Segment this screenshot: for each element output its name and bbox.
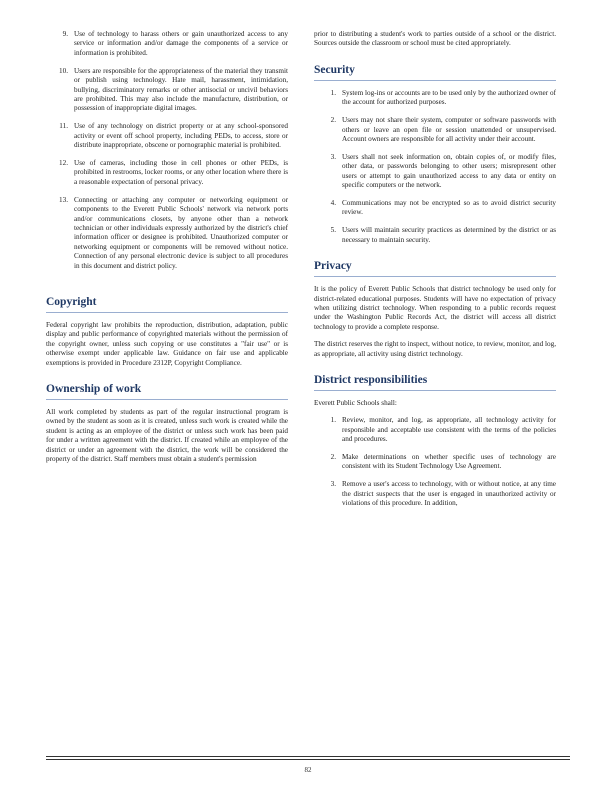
list-item <box>46 30 288 58</box>
list-item-number: 2. <box>330 116 336 125</box>
list-item-number: 3. <box>330 152 336 161</box>
security-list <box>314 89 556 245</box>
list-item-number: 12. <box>59 158 68 167</box>
left-column <box>46 30 288 472</box>
ownership-continuation: prior to distributing a student's work to parties outside of a school or the district. Sources outside the classroom or school must be cited appropriately. <box>314 30 556 48</box>
list-item-text: Use of any technology on district property or at any school-sponsored activity or event off school property, including PEDs, to access, store or distribute inappropriate, obscene or pornographic material is prohibited. <box>74 122 288 150</box>
list-item-text: Use of cameras, including those in cell phones or other PEDs, is prohibited in restrooms, locker rooms, or any other location where there is a reasonable expectation of personal privacy. <box>74 158 288 186</box>
list-item-text: Remove a user's access to technology, with or without notice, at any time the district suspects that the user is engaged in unauthorized activity or violations of this procedure. In addition, <box>342 480 556 508</box>
ownership-paragraph: All work completed by students as part of the regular instructional program is owned by the student as soon as it is created, unless such work is created while the student is acting as an employee of the district or unless such work has been paid for under a written agreement with the district. If created while an employee of the district or under an agreement with the district, the work will be considered the property of the district. Staff members must obtain a student's permission <box>46 407 288 463</box>
list-item-text: Users are responsible for the appropriateness of the material they transmit or publish using technology. Hate mail, harassment, intimidation, bullying, discriminatory remarks or other antisocial or uncivil behaviors are prohibited. This may also include the manufacture, distribution, or possession of inappropriate digital images. <box>74 66 288 113</box>
privacy-paragraph-1: It is the policy of Everett Public Schools that district technology be used only for district-related educational purposes. Students will have no expectation of privacy when utilizing district technology. When responding to a public records request under the Washington Public Records Act, the district will access all district technology to provide a complete response. <box>314 285 556 331</box>
list-item-text: Use of technology to harass others or gain unauthorized access to any service or information and/or damage the components of a service or information is prohibited. <box>74 30 288 57</box>
security-item <box>314 153 556 191</box>
list-item-number: 1. <box>330 88 336 97</box>
footer-rule-top <box>46 756 570 757</box>
privacy-paragraph-2: The district reserves the right to inspect, without notice, to review, monitor, and log, as appropriate, all activity using district technology. <box>314 340 556 358</box>
district-intro: Everett Public Schools shall: <box>314 398 397 407</box>
list-item-text: Users may not share their system, computer or software passwords with others or leave an open file or session unattended or unsupervised. Account owners are responsible for all activity under their account. <box>342 116 556 143</box>
list-item-number: 4. <box>330 198 336 207</box>
district-item <box>314 416 556 444</box>
list-item-number: 11. <box>59 122 68 131</box>
list-item-text: Communications may not be encrypted so as to avoid district security review. <box>342 198 556 217</box>
list-item <box>46 67 288 114</box>
page-number: 82 <box>304 766 312 774</box>
list-item-number: 5. <box>330 226 336 235</box>
acceptable-use-list <box>46 30 288 271</box>
list-item-text: Connecting or attaching any computer or networking equipment or components to the Everett Public Schools' network via network ports and/or communications closets, by anyone other than a network technician or other individuals expressly authorized by the district's chief information officer or designee is prohibited. Unauthorized computer or networking equipment or components will be removed without notice. Connection of any personal electronic device is subject to all procedures in this document and district policy. <box>74 195 288 270</box>
list-item-number: 9. <box>62 30 68 38</box>
list-item-text: Review, monitor, and log, as appropriate, all technology activity for responsible and acceptable use consistent with the terms of the policies and procedures. <box>342 416 556 444</box>
list-item <box>46 196 288 271</box>
security-heading: Security <box>314 63 556 81</box>
copyright-paragraph: Federal copyright law prohibits the reproduction, distribution, adaptation, public display and public performance of copyrighted materials without the permission of the copyright owner, unless such copying or use constitutes a "fair use" or is otherwise exempt under applicable law. Guidance on fair use and applicable exemptions is provided in Procedure 2312P, Copyright Compliance. <box>46 320 288 367</box>
list-item-text: System log-ins or accounts are to be used only by the authorized owner of the account for authorized purposes. <box>342 88 556 107</box>
district-responsibilities-heading: District responsibilities <box>314 373 556 391</box>
right-column <box>314 30 556 517</box>
list-item-text: Make determinations on whether specific uses of technology are consistent with its Student Technology Use Agreement. <box>342 453 556 471</box>
list-item-number: 13. <box>59 195 68 204</box>
copyright-heading: Copyright <box>46 295 288 313</box>
security-item <box>314 226 556 245</box>
list-item-text: Users will maintain security practices as determined by the district or as necessary to maintain security. <box>342 226 556 244</box>
ownership-heading: Ownership of work <box>46 382 288 400</box>
list-item-number: 2. <box>330 453 336 462</box>
district-item <box>314 453 556 472</box>
list-item-number: 10. <box>59 66 68 75</box>
list-item <box>46 159 288 187</box>
security-item <box>314 89 556 108</box>
footer-rule-bottom <box>46 759 570 760</box>
list-item-number: 1. <box>330 416 336 425</box>
privacy-heading: Privacy <box>314 259 556 277</box>
district-item <box>314 480 556 508</box>
district-responsibilities-list <box>314 416 556 508</box>
list-item-text: Users shall not seek information on, obtain copies of, or modify files, other data, or passwords belonging to other users; misrepresent other users or attempt to gain unauthorized access to any data or entity on specific computers or the network. <box>342 152 556 190</box>
security-item <box>314 116 556 144</box>
security-item <box>314 199 556 218</box>
list-item <box>46 122 288 150</box>
list-item-number: 3. <box>330 480 336 489</box>
